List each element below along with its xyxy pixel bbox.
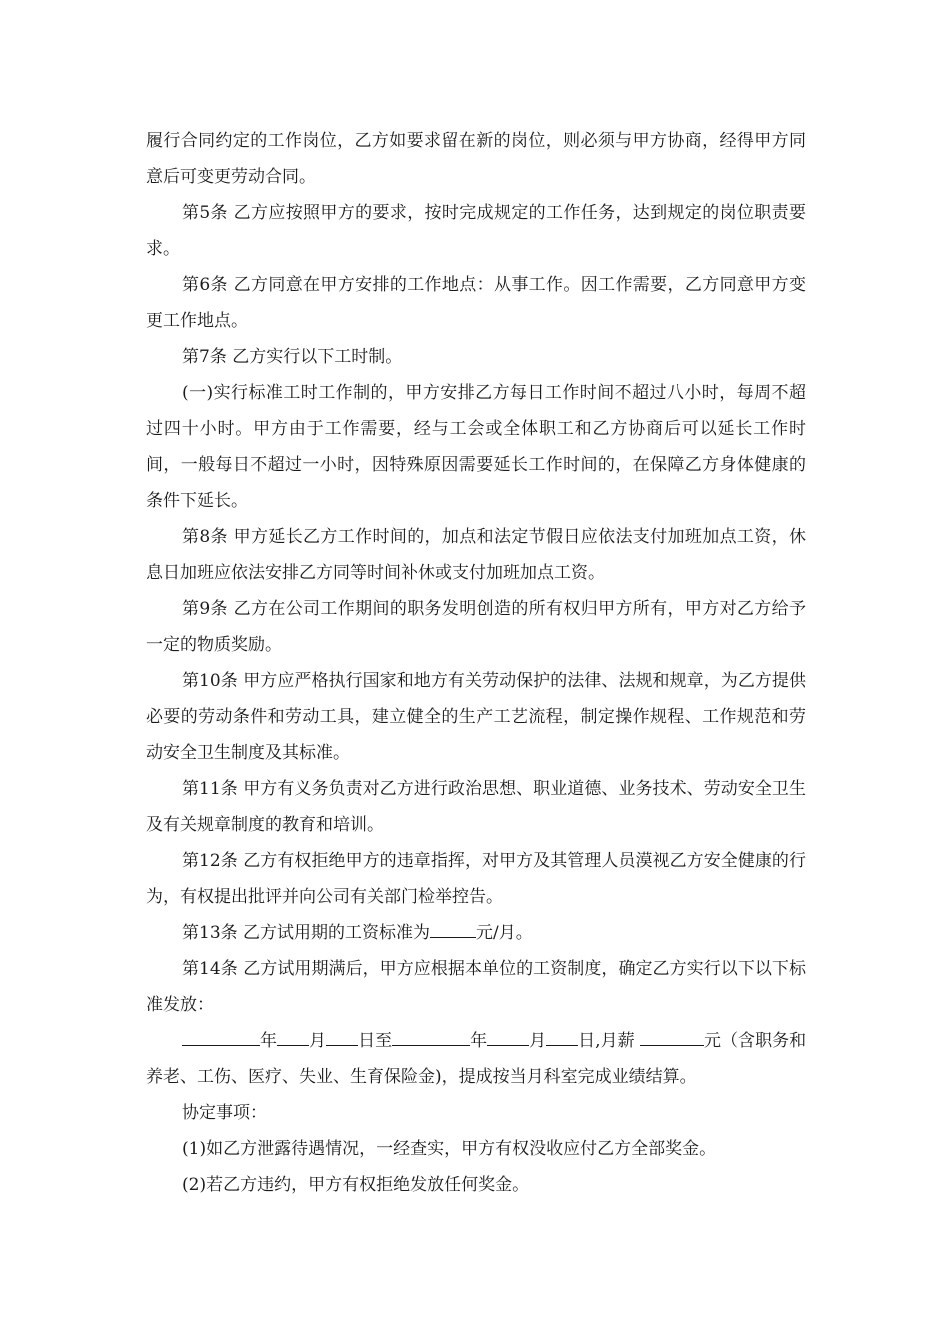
article-9: 第9条 乙方在公司工作期间的职务发明创造的所有权归甲方所有，甲方对乙方给予一定的物质奖励。 [146,599,806,655]
article-11: 第11条 甲方有义务负责对乙方进行政治思想、职业道德、业务技术、劳动安全卫生及有关规章制度的教育和培训。 [146,779,806,835]
article-7: 第7条 乙方实行以下工时制。 [182,347,403,367]
start-year-blank[interactable] [182,1023,260,1046]
agreement-heading: 协定事项： [182,1103,267,1123]
salary-details: 元（含职务和养老、工伤、医疗、失业、生育保险金)，提成按当月科室完成业绩结算。 [146,1031,807,1087]
salary-period-line [146,1023,806,1095]
month-label-2: 月 [529,1031,547,1051]
article-12: 第12条 乙方有权拒绝甲方的违章指挥，对甲方及其管理人员漠视乙方安全健康的行为，有权提出批评并向公司有关部门检举控告。 [146,851,806,907]
start-month-blank[interactable] [277,1023,309,1046]
trial-salary-blank[interactable] [430,915,476,938]
day-to-label: 日至 [358,1031,393,1051]
agreement-item-1: (1)如乙方泄露待遇情况，一经查实，甲方有权没收应付乙方全部奖金。 [182,1139,717,1159]
end-year-blank[interactable] [392,1023,470,1046]
article-8: 第8条 甲方延长乙方工作时间的，加点和法定节假日应依法支付加班加点工资，休息日加班应依法安排乙方同等时间补休或支付加班加点工资。 [146,527,806,583]
article-5: 第5条 乙方应按照甲方的要求，按时完成规定的工作任务，达到规定的岗位职责要求。 [146,203,806,259]
year-label: 年 [260,1031,278,1051]
paragraph-continuation: 履行合同约定的工作岗位，乙方如要求留在新的岗位，则必须与甲方协商，经得甲方同意后可变更劳动合同。 [146,131,806,187]
month-label: 月 [309,1031,327,1051]
end-day-blank[interactable] [546,1023,578,1046]
article-13-prefix: 第13条 乙方试用期的工资标准为 [182,923,431,943]
article-14: 第14条 乙方试用期满后，甲方应根据本单位的工资制度，确定乙方实行以下以下标准发放： [146,959,806,1015]
monthly-salary-blank[interactable] [640,1023,704,1046]
contract-body [146,123,806,1203]
article-6: 第6条 乙方同意在甲方安排的工作地点：从事工作。因工作需要，乙方同意甲方变更工作地点。 [146,275,806,331]
article-10: 第10条 甲方应严格执行国家和地方有关劳动保护的法律、法规和规章，为乙方提供必要的劳动条件和劳动工具，建立健全的生产工艺流程，制定操作规程、工作规范和劳动安全卫生制度及其标准。 [146,671,806,763]
article-13 [146,915,806,951]
agreement-item-2: (2)若乙方违约，甲方有权拒绝发放任何奖金。 [182,1175,530,1195]
monthly-salary-label: 日,月薪 [578,1031,635,1051]
article-7-clause-1: (一)实行标准工时工作制的，甲方安排乙方每日工作时间不超过八小时，每周不超过四十小时。甲方由于工作需要，经与工会或全体职工和乙方协商后可以延长工作时间，一般每日不超过一小时，因特殊原因需要延长工作时间的，在保障乙方身体健康的条件下延长。 [146,383,806,511]
year-label-2: 年 [470,1031,488,1051]
start-day-blank[interactable] [326,1023,358,1046]
end-month-blank[interactable] [487,1023,529,1046]
article-13-suffix: 元/月。 [476,923,533,943]
